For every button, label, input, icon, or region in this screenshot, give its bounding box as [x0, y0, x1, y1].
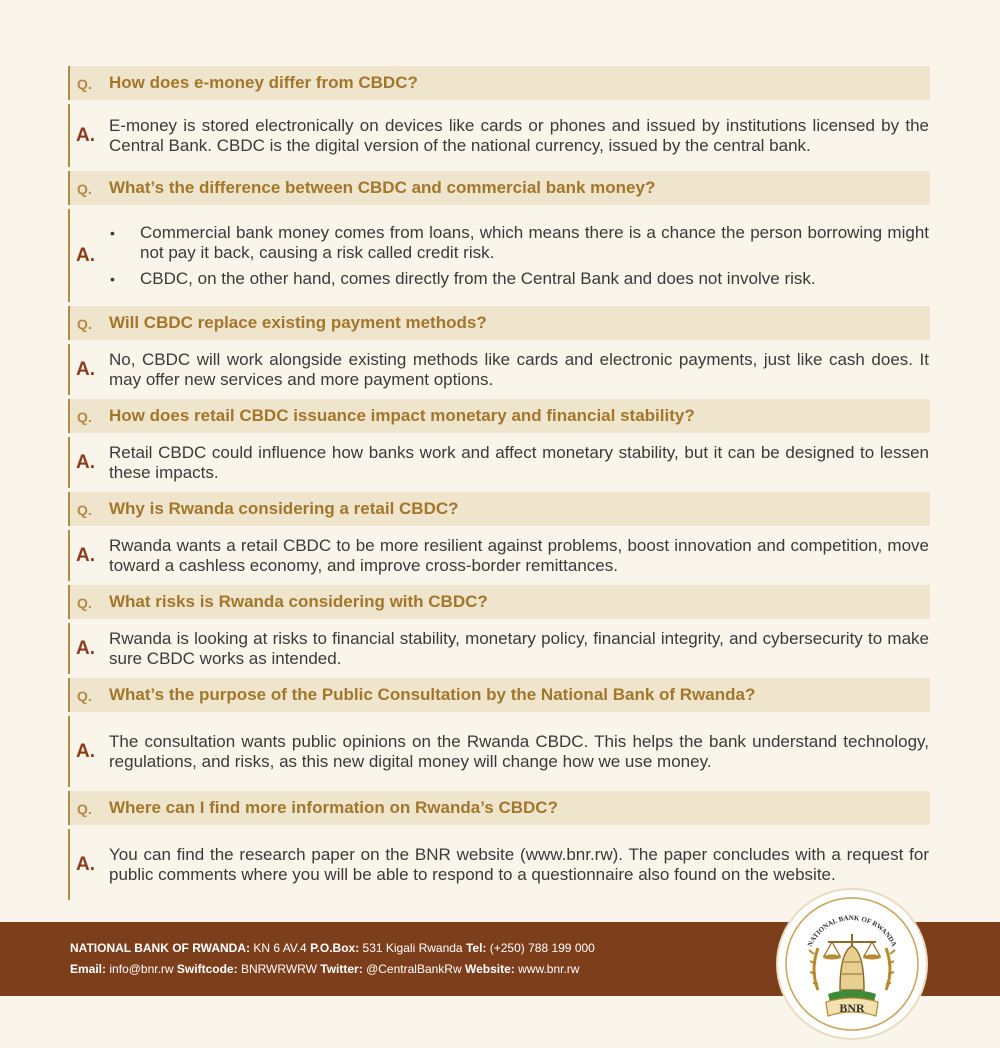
question-text: How does retail CBDC issuance impact monetary and financial stability? — [109, 406, 695, 425]
answer-marker: A. — [76, 124, 95, 146]
bnr-seal-logo — [776, 888, 928, 1040]
question-row — [68, 66, 930, 100]
question-marker: Q. — [77, 316, 92, 332]
question-row — [68, 678, 930, 712]
faq-list — [68, 66, 930, 904]
answer-row — [68, 104, 930, 167]
website-label: Website: — [464, 962, 515, 976]
question-marker: Q. — [77, 181, 92, 197]
question-text: How does e-money differ from CBDC? — [109, 73, 418, 92]
answer-text: The consultation wants public opinions on the Rwanda CBDC. This helps the bank understand technology, regulations, and risks, as this new digital money will change how we use money. — [109, 731, 929, 771]
answer-text: Rwanda is looking at risks to financial stability, monetary policy, financial integrity, and cybersecurity to make sure CBDC works as intended. — [109, 628, 929, 668]
faq-item — [68, 585, 930, 674]
pobox-value: 531 Kigali Rwanda — [362, 941, 463, 955]
question-marker: Q. — [77, 595, 92, 611]
twitter-link[interactable]: @CentralBankRw — [366, 962, 462, 976]
seal-banner-text: BNR — [839, 1001, 865, 1015]
twitter-label: Twitter: — [320, 962, 363, 976]
answer-marker: A. — [76, 451, 95, 473]
answer-bullet-list — [109, 223, 929, 290]
question-row — [68, 791, 930, 825]
faq-item — [68, 171, 930, 302]
tel-label: Tel: — [465, 941, 487, 955]
footer-line-contacts — [70, 959, 595, 980]
answer-row — [68, 530, 930, 581]
question-text: What risks is Rwanda considering with CBDC? — [109, 592, 488, 611]
question-text: What’s the difference between CBDC and commercial bank money? — [109, 178, 656, 197]
answer-marker: A. — [76, 358, 95, 380]
answer-text: Rwanda wants a retail CBDC to be more resilient against problems, boost innovation and competition, move toward a cashless economy, and improve cross-border remittances. — [109, 535, 929, 575]
faq-item — [68, 791, 930, 900]
email-label: Email: — [70, 962, 107, 976]
tel-value: (+250) 788 199 000 — [489, 941, 595, 955]
swiftcode-value: BNRWRWRW — [240, 962, 317, 976]
swiftcode-label: Swiftcode: — [176, 962, 238, 976]
email-link[interactable]: info@bnr.rw — [109, 962, 174, 976]
bank-name-label: NATIONAL BANK OF RWANDA: — [70, 941, 250, 955]
answer-bullet-text: Commercial bank money comes from loans, which means there is a chance the person borrowing might not pay it back, causing a risk called credit risk. — [140, 222, 929, 263]
question-text: Why is Rwanda considering a retail CBDC? — [109, 499, 459, 518]
answer-marker: A. — [76, 544, 95, 566]
answer-text: No, CBDC will work alongside existing methods like cards and electronic payments, just like cash does. It may offer new services and more payment options. — [109, 349, 929, 389]
footer-contact-info — [70, 938, 595, 980]
faq-item — [68, 678, 930, 787]
website-link[interactable]: www.bnr.rw — [518, 962, 580, 976]
question-row — [68, 399, 930, 433]
answer-row — [68, 623, 930, 674]
question-text: What’s the purpose of the Public Consultation by the National Bank of Rwanda? — [109, 685, 756, 704]
bank-address: KN 6 AV.4 — [253, 941, 307, 955]
question-row — [68, 492, 930, 526]
faq-item — [68, 66, 930, 167]
answer-text: E-money is stored electronically on devices like cards or phones and issued by institutions licensed by the Central Bank. CBDC is the digital version of the national currency, issued by the central bank. — [109, 115, 929, 155]
answer-marker: A. — [76, 853, 95, 875]
answer-row — [68, 437, 930, 488]
question-marker: Q. — [77, 502, 92, 518]
footer-line-address — [70, 938, 595, 959]
question-text: Will CBDC replace existing payment methods? — [109, 313, 487, 332]
answer-marker: A. — [76, 637, 95, 659]
question-text: Where can I find more information on Rwanda’s CBDC? — [109, 798, 558, 817]
answer-row — [68, 344, 930, 395]
bnr-emblem-icon — [778, 890, 926, 1038]
seal-arc-text: NATIONAL BANK OF RWANDA — [805, 913, 899, 948]
answer-marker: A. — [76, 740, 95, 762]
faq-item — [68, 306, 930, 395]
answer-marker: A. — [76, 244, 95, 266]
answer-text: You can find the research paper on the BNR website (www.bnr.rw). The paper concludes with a request for public comments where you will be able to respond to a questionnaire also found on the website. — [109, 844, 929, 884]
bullet-marker: • — [110, 270, 115, 287]
faq-item — [68, 492, 930, 581]
bullet-marker: • — [110, 224, 115, 241]
question-row — [68, 306, 930, 340]
answer-row — [68, 209, 930, 302]
answer-bullet-item — [109, 269, 929, 290]
faq-item — [68, 399, 930, 488]
question-row — [68, 171, 930, 205]
answer-row — [68, 716, 930, 787]
pobox-label: P.O.Box: — [310, 941, 360, 955]
question-marker: Q. — [77, 688, 92, 704]
answer-bullet-text: CBDC, on the other hand, comes directly from the Central Bank and does not involve risk. — [140, 268, 816, 288]
answer-text: Retail CBDC could influence how banks work and affect monetary stability, but it can be designed to lessen these impacts. — [109, 442, 929, 482]
question-marker: Q. — [77, 801, 92, 817]
answer-bullet-item — [109, 223, 929, 264]
question-row — [68, 585, 930, 619]
question-marker: Q. — [77, 76, 92, 92]
question-marker: Q. — [77, 409, 92, 425]
